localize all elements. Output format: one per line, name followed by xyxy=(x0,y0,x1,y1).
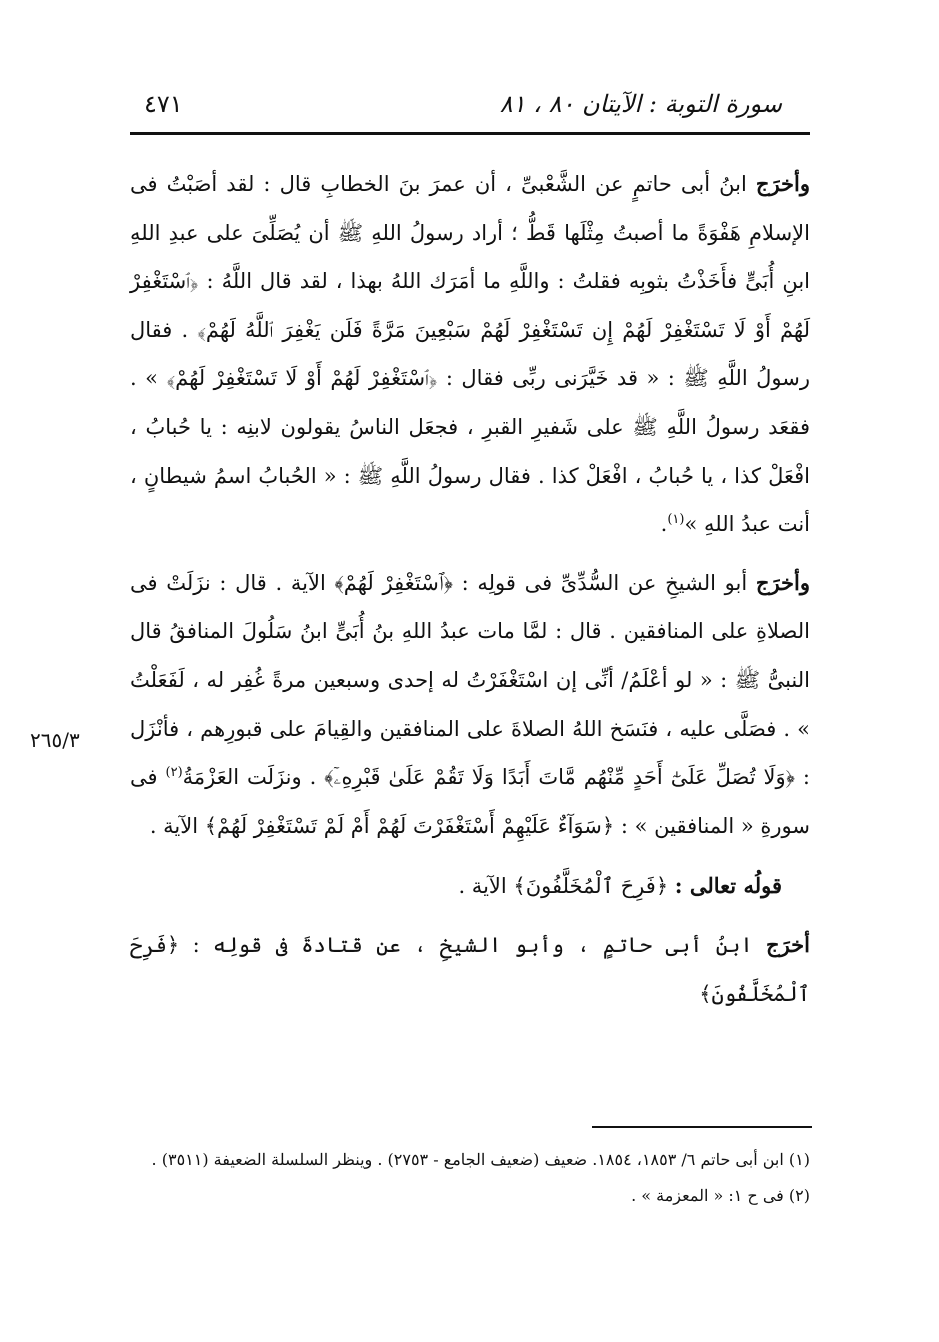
paragraph-lead: أخرَج xyxy=(766,931,810,957)
footnote-2: (٢) فى ح ١: « المعزمة » . xyxy=(631,1186,810,1205)
header-rule xyxy=(130,132,810,135)
paragraph-lead: وأخرَج xyxy=(755,569,810,595)
verse-heading xyxy=(130,862,810,911)
main-text xyxy=(130,160,810,1018)
paragraph-text: أبو الشيخِ عن السُّدِّىِّ فى قولِه : ﴿ٱسْتَغْفِرْ لَهُمْ﴾ الآية . قال : نزَلَتْ فى الصلاةِ على المنافقين . قال : لمَّا مات عبدُ اللهِ بنُ أُبَىٍّ ابنُ سَلُولَ المنافقُ قال النبىُّ ﷺ : « لو أعْلَمُ/ أنِّى إن اسْتَغْفَرْتُ له إحدى وسبعين مرةً غُفِر له ، لَفَعَلْتُ » . فصَلَّى عليه ، فنَسَخ اللهُ الصلاةَ على المنافقين والقِيامَ على قبورِهم ، فأنْزَل : ﴿وَلَا تُصَلِّ عَلَىٰٓ أَحَدٍ مِّنْهُم مَّاتَ أَبَدًا وَلَا تَقُمْ عَلَىٰ قَبْرِهِۦٓ﴾ . ونزَلَت العَزْمَةُ xyxy=(130,570,810,790)
paragraph-text: ابنُ أبى حاتمٍ عن الشَّعْبىِّ ، أن عمرَ بنَ الخطابِ قال : لقد أصَبْتُ فى الإسلامِ هَفْوَةً ما أصبتُ مِثْلَها قَطُّ ؛ أراد رسولُ اللهِ ﷺ أن يُصَلِّىَ على عبدِ اللهِ ابنِ أُبَىٍّ فأَخَذْتُ بثوبِه فقلتُ : واللَّهِ ما أمَرَك اللهُ بهذا ، لقد قال اللَّهُ : ﴿ٱسْتَغْفِرْ لَهُمْ أَوْ لَا تَسْتَغْفِرْ لَهُمْ إِن تَسْتَغْفِرْ لَهُمْ سَبْعِينَ مَرَّةً فَلَن يَغْفِرَ ٱللَّهُ لَهُمْ﴾ . فقال رسولُ اللَّهِ ﷺ : « قد خَيَّرَنى ربِّى فقال : ﴿ٱسْتَغْفِرْ لَهُمْ أَوْ لَا تَسْتَغْفِرْ لَهُمْ﴾ » . فقعَد رسولُ اللَّهِ ﷺ على شَفيرِ القبرِ ، فجعَل الناسُ يقولون لابنِه : يا حُبابُ ، افْعَلْ كذا ، يا حُبابُ ، افْعَلْ كذا . فقال رسولُ اللَّهِ ﷺ : « الحُبابُ اسمُ شيطانٍ ، أنت عبدُ اللهِ » xyxy=(130,172,810,537)
running-title: سورة التوبة : الآيتان ٨٠ ، ٨١ xyxy=(499,90,782,118)
page-number: ٤٧١ xyxy=(144,90,183,118)
paragraph-text-continued: فى سورةِ « المنافقين » : ﴿سَوَآءٌ عَلَيْهِمْ أَسْتَغْفَرْتَ لَهُمْ أَمْ لَمْ تَسْتَغْفِرْ لَهُمْ﴾ الآية . xyxy=(130,765,810,838)
paragraph-lead: وأخرَج xyxy=(755,171,810,196)
heading-quote: ﴿فَرِحَ ٱلْمُخَلَّفُونَ﴾ xyxy=(513,874,675,899)
footnote-marker-1: (١) xyxy=(667,512,685,528)
margin-reference: ٢٦٥/٣ xyxy=(30,728,80,752)
heading-rest: الآية . xyxy=(458,874,514,899)
heading-lead: قولُه تعالى : xyxy=(674,873,782,899)
paragraph-3 xyxy=(130,921,810,1018)
footnote-rule xyxy=(592,1126,812,1128)
footnote-1: (١) ابن أبى حاتم ٦/ ١٨٥٣، ١٨٥٤. ضعيف (ضعيف الجامع - ٢٧٥٣) . وينظر السلسلة الضعيفة (٣٥١١) . xyxy=(151,1150,810,1169)
footnotes xyxy=(130,1142,810,1214)
paragraph-2 xyxy=(130,559,810,851)
paragraph-text: ابنُ أبى حاتمٍ ، وأبو الشيخِ ، عن قتادةَ فى قولِه : ﴿فَرِحَ ٱلْمُخَلَّفُونَ﴾ xyxy=(130,932,810,1006)
footnote-marker-2: (٢) xyxy=(165,765,183,781)
paragraph-1: وأخرَج ابنُ أبى حاتمٍ عن الشَّعْبىِّ ، أن عمرَ بنَ الخطابِ قال : لقد أصَبْتُ فى الإسلامِ هَفْوَةً ما أصبتُ مِثْلَها قَطُّ ؛ أراد رسولُ اللهِ ﷺ أن يُصَلِّىَ على عبدِ اللهِ ابنِ أُبَىٍّ فأَخَذْتُ بثوبِه فقلتُ : واللَّهِ ما أمَرَك اللهُ بهذا ، لقد قال اللَّهُ : ﴿ٱسْتَغْفِرْ لَهُمْ أَوْ لَا تَسْتَغْفِرْ لَهُمْ إِن تَسْتَغْفِرْ لَهُمْ سَبْعِينَ مَرَّةً فَلَن يَغْفِرَ ٱللَّهُ لَهُمْ﴾ . فقال رسولُ اللَّهِ ﷺ : « قد خَيَّرَنى ربِّى فقال : ﴿ٱسْتَغْفِرْ لَهُمْ أَوْ لَا تَسْتَغْفِرْ لَهُمْ﴾ » . فقعَد رسولُ اللَّهِ ﷺ على شَفيرِ القبرِ ، فجعَل الناسُ يقولون لابنِه : يا حُبابُ ، افْعَلْ كذا ، يا حُبابُ ، افْعَلْ كذا . فقال رسولُ اللَّهِ ﷺ : « الحُبابُ اسمُ شيطانٍ ، أنت عبدُ اللهِ »$^{(١)}$. xyxy=(130,171,810,537)
page-header xyxy=(130,84,812,124)
